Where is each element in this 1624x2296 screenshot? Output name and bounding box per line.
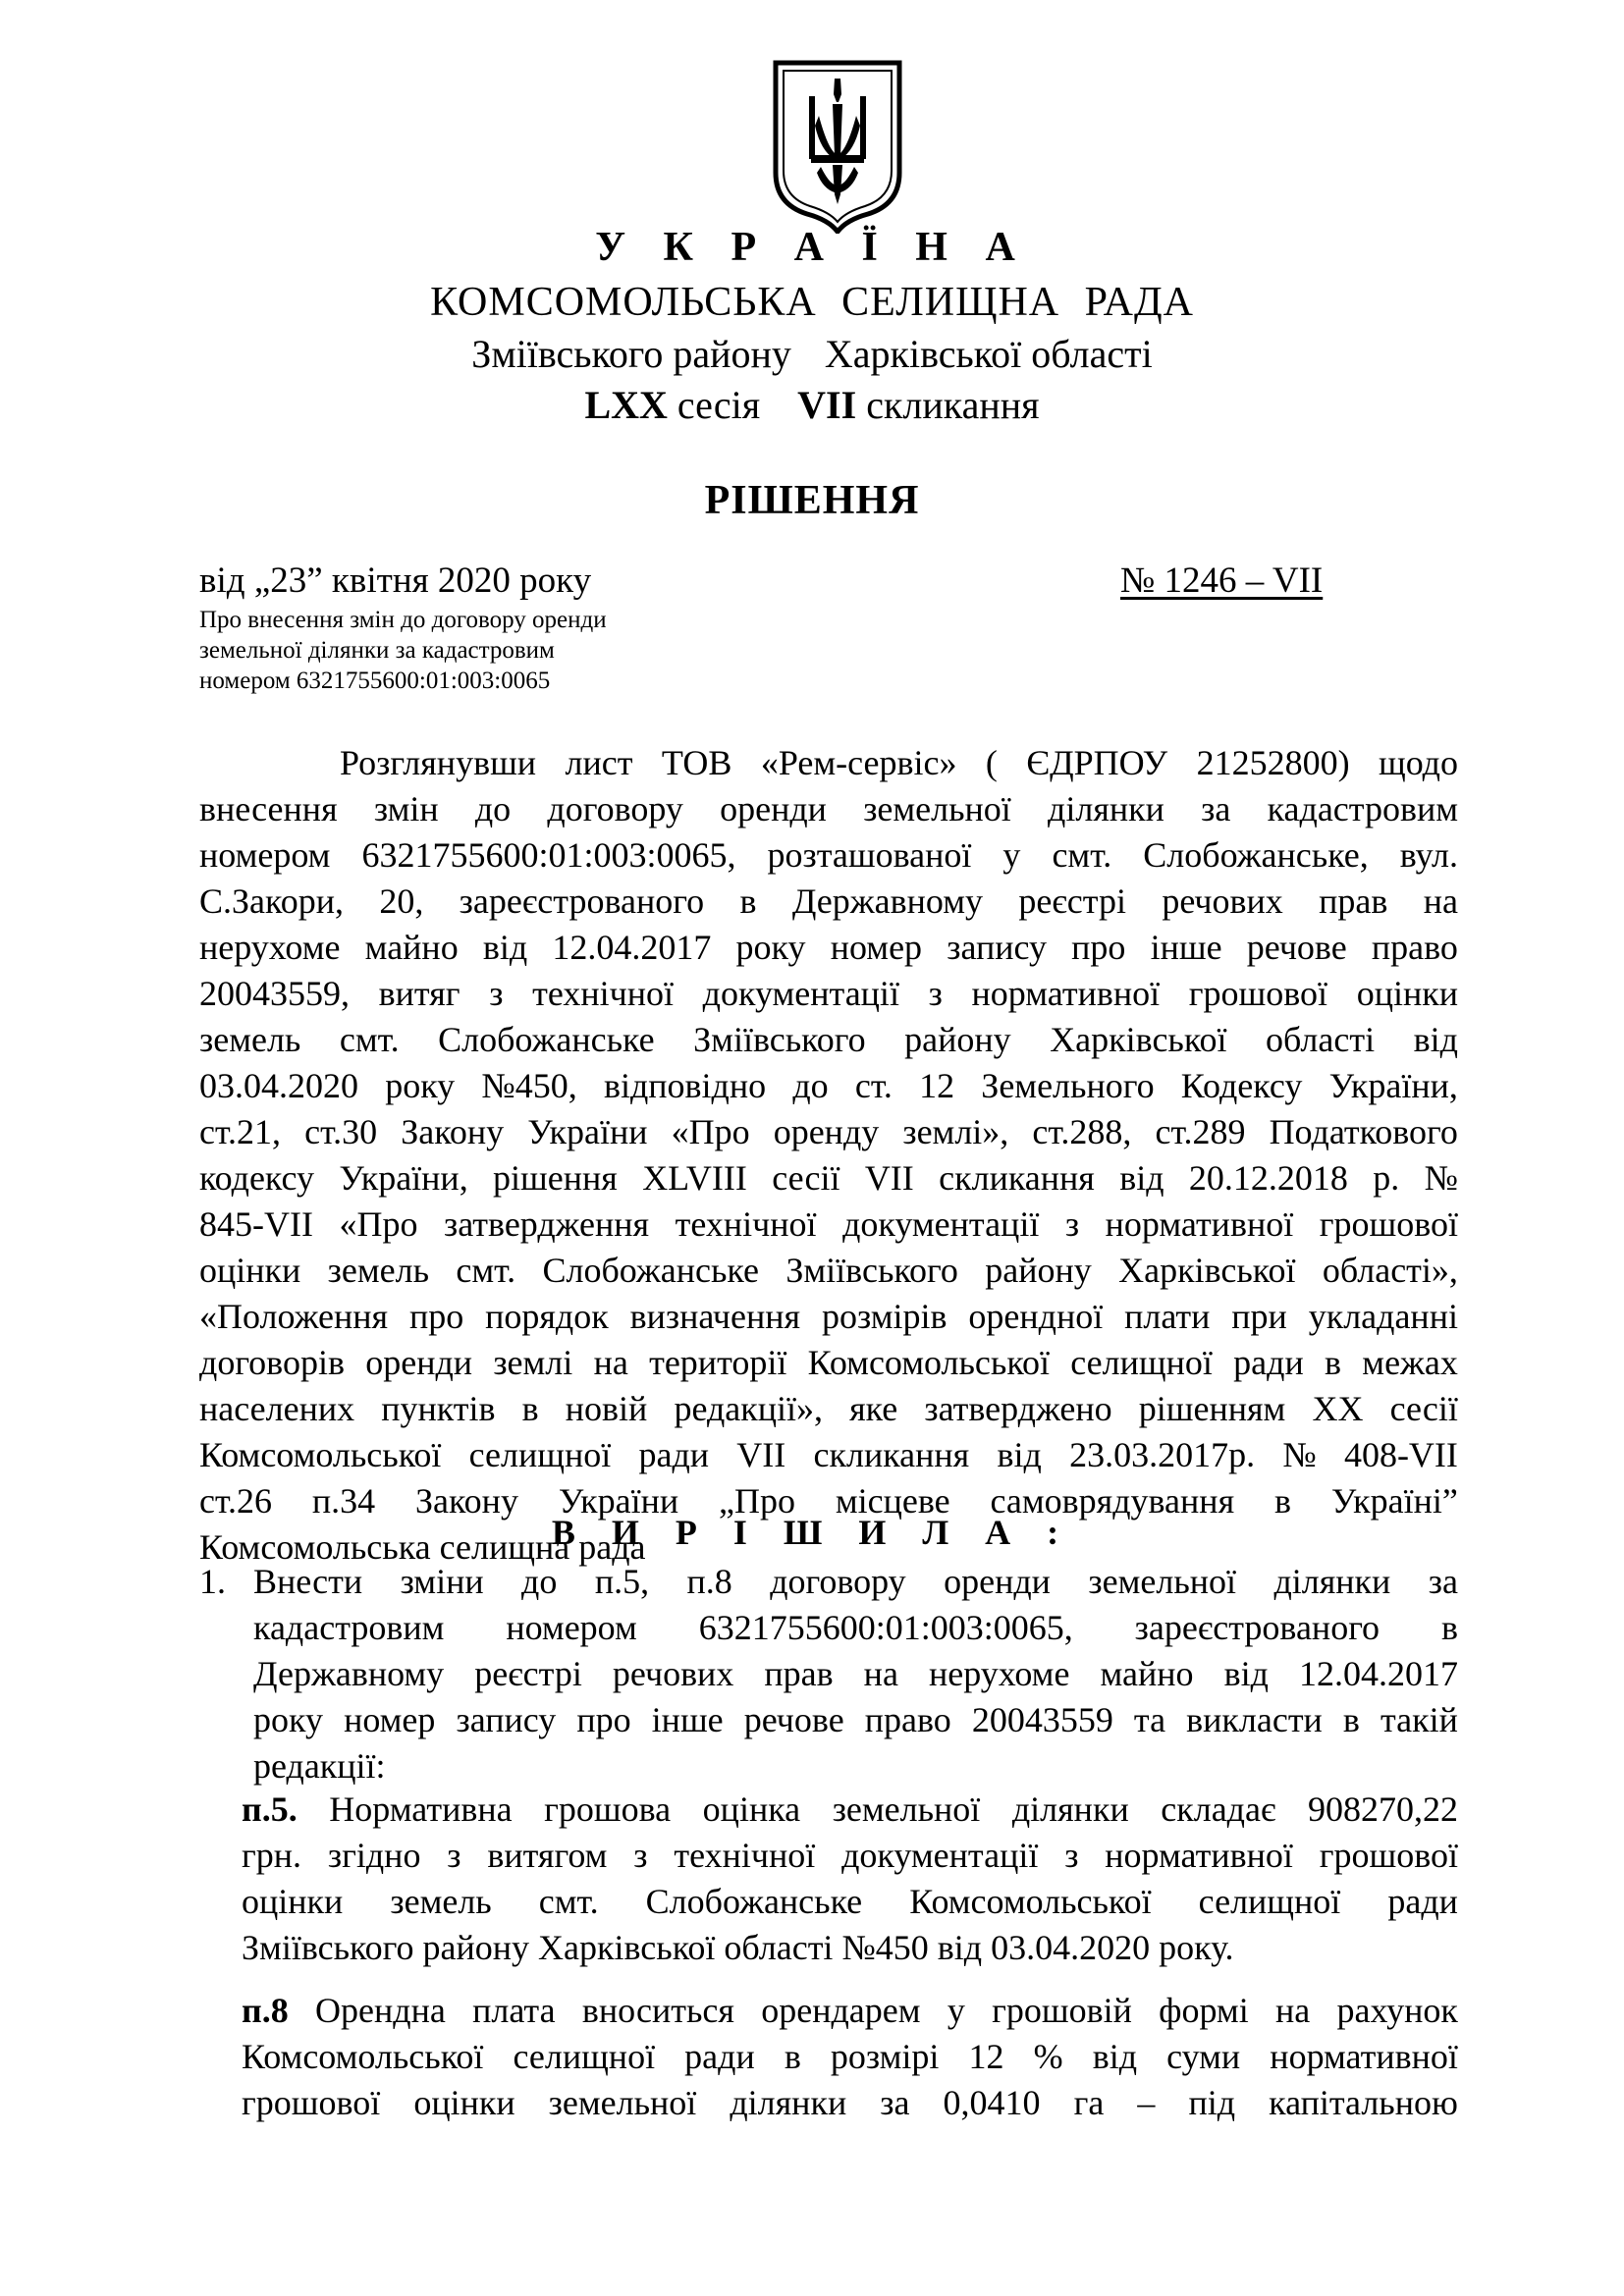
word: земельної bbox=[1088, 1562, 1236, 1601]
word: ділянки bbox=[730, 2083, 847, 2122]
word: грн. bbox=[242, 1836, 302, 1875]
word: Орендна bbox=[315, 1991, 446, 2030]
word: 20, bbox=[379, 881, 424, 921]
text-line bbox=[199, 1155, 1458, 1201]
text-line bbox=[199, 1248, 1458, 1294]
word: порядок bbox=[485, 1297, 609, 1336]
text-line bbox=[199, 1340, 1458, 1386]
word: земельної bbox=[863, 789, 1011, 828]
word: – bbox=[1137, 2083, 1156, 2122]
word: затверджено bbox=[924, 1389, 1112, 1428]
item-last-line: редакції: bbox=[253, 1746, 386, 1786]
text-line bbox=[199, 1017, 1458, 1063]
word: оцінки bbox=[242, 1882, 344, 1921]
word: скликання bbox=[813, 1435, 970, 1474]
word: України bbox=[558, 1481, 679, 1521]
word: про bbox=[1071, 928, 1126, 967]
word: України bbox=[527, 1112, 648, 1151]
word: кадастровим bbox=[253, 1608, 445, 1647]
word: номер bbox=[344, 1700, 436, 1739]
word: реєстрі bbox=[474, 1654, 582, 1693]
word: зареєстрованого bbox=[459, 881, 705, 921]
text-line bbox=[199, 1294, 1458, 1340]
word: від bbox=[1092, 2037, 1138, 2076]
word: Комсомольської bbox=[199, 1435, 442, 1474]
word: ст.26 bbox=[199, 1481, 273, 1521]
text-line bbox=[242, 1833, 1458, 1879]
word: нормативної bbox=[1270, 2037, 1458, 2076]
word: № bbox=[1424, 1158, 1458, 1198]
word: Слобожанське bbox=[438, 1020, 655, 1059]
word: технічної bbox=[532, 974, 674, 1013]
word: Податкового bbox=[1269, 1112, 1458, 1151]
word: договорів bbox=[199, 1343, 345, 1382]
word: технічної bbox=[674, 1836, 816, 1875]
word: зміни bbox=[400, 1562, 484, 1601]
word: Комсомольської bbox=[807, 1343, 1050, 1382]
word: в bbox=[739, 881, 757, 921]
word: від bbox=[1413, 1020, 1458, 1059]
word: та bbox=[1133, 1700, 1166, 1739]
region-name: Харківської області bbox=[824, 332, 1153, 376]
text-line bbox=[199, 971, 1458, 1017]
word: ст.21, bbox=[199, 1112, 282, 1151]
word: р. bbox=[1373, 1158, 1400, 1198]
word: Розглянувши bbox=[340, 743, 537, 782]
word: 908270,22 bbox=[1307, 1789, 1458, 1829]
word: нормативної bbox=[1105, 1204, 1294, 1244]
word: за bbox=[880, 2083, 910, 2122]
word: % bbox=[1033, 2037, 1063, 2076]
word: ділянки bbox=[1048, 789, 1164, 828]
word: Комсомольської bbox=[909, 1882, 1152, 1921]
word: 6321755600:01:003:0065, bbox=[361, 835, 736, 875]
word: плата bbox=[472, 1991, 556, 2030]
paragraph-8-label: п.8 bbox=[242, 1991, 289, 2030]
word: грошової bbox=[1319, 1204, 1458, 1244]
word: технічної bbox=[675, 1204, 817, 1244]
word: України, bbox=[1328, 1066, 1458, 1105]
text-line bbox=[253, 1697, 1458, 1743]
word: селищної bbox=[513, 2037, 656, 2076]
word: нормативної bbox=[1105, 1836, 1293, 1875]
word: селищної bbox=[1198, 1882, 1341, 1921]
word: ст. bbox=[854, 1066, 893, 1105]
word: про bbox=[576, 1700, 631, 1739]
word: від bbox=[1223, 1654, 1269, 1693]
word: 20043559 bbox=[971, 1700, 1113, 1739]
text-line bbox=[242, 2080, 1458, 2126]
item-number: 1. bbox=[199, 1562, 226, 1601]
word: в bbox=[521, 1389, 539, 1428]
preamble-last-line: Комсомольська селищна рада bbox=[199, 1527, 646, 1567]
word: за bbox=[1428, 1562, 1458, 1601]
word: року bbox=[385, 1066, 456, 1105]
word: у bbox=[947, 1991, 965, 2030]
word: України, bbox=[339, 1158, 468, 1198]
word: ТОВ bbox=[661, 743, 732, 782]
word: Слобожанське, bbox=[1143, 835, 1369, 875]
word: Державному bbox=[253, 1654, 445, 1693]
word: орендарем bbox=[761, 1991, 921, 2030]
paragraph-5-last-line: Зміївського району Харківської області №450 від 03.04.2020 року. bbox=[242, 1928, 1234, 1967]
word: ЄДРПОУ bbox=[1026, 743, 1168, 782]
word: населених bbox=[199, 1389, 355, 1428]
word: ділянки bbox=[1273, 1562, 1391, 1601]
word: за bbox=[1201, 789, 1231, 828]
word: складає bbox=[1161, 1789, 1276, 1829]
paragraph-8 bbox=[242, 1988, 1458, 2126]
word: «Рем-сервіс» bbox=[760, 743, 957, 782]
word: п.34 bbox=[311, 1481, 376, 1521]
word: новій bbox=[565, 1389, 648, 1428]
word: смт. bbox=[1052, 835, 1112, 875]
text-line bbox=[199, 1109, 1458, 1155]
word: розмірів bbox=[822, 1297, 947, 1336]
word: право bbox=[1371, 928, 1458, 967]
session-number: LXX bbox=[584, 383, 668, 427]
word: відповідно bbox=[603, 1066, 767, 1105]
word: реєстрі bbox=[1018, 881, 1126, 921]
word: щодо bbox=[1378, 743, 1458, 782]
word: при bbox=[1231, 1297, 1287, 1336]
session-word: сесія bbox=[677, 383, 761, 427]
word: ( bbox=[985, 743, 998, 782]
district-name: Зміївського району bbox=[471, 332, 791, 376]
word: оренду bbox=[773, 1112, 880, 1151]
word: зареєстрованого bbox=[1134, 1608, 1380, 1647]
word: на bbox=[593, 1343, 628, 1382]
word: ділянки bbox=[1011, 1789, 1129, 1829]
word: з bbox=[928, 974, 943, 1013]
word: ст.288, bbox=[1032, 1112, 1132, 1151]
word: 408-VII bbox=[1343, 1435, 1458, 1474]
word: «Про bbox=[671, 1112, 750, 1151]
decision-subject bbox=[199, 605, 607, 696]
word: документації bbox=[702, 974, 899, 1013]
word: ради bbox=[1387, 1882, 1458, 1921]
word: ради bbox=[638, 1435, 710, 1474]
word: документації bbox=[842, 1204, 1040, 1244]
word: Зміївського bbox=[693, 1020, 866, 1059]
word: на bbox=[1275, 1991, 1311, 2030]
word: ст.30 bbox=[304, 1112, 378, 1151]
word: в bbox=[1342, 1700, 1360, 1739]
word: 20043559, bbox=[199, 974, 350, 1013]
preamble-text bbox=[199, 740, 1458, 1571]
word: лист bbox=[565, 743, 633, 782]
word: району bbox=[985, 1251, 1092, 1290]
word: земельної bbox=[548, 2083, 697, 2122]
word: Закону bbox=[415, 1481, 518, 1521]
word: смт. bbox=[538, 1882, 599, 1921]
word: нерухоме bbox=[199, 928, 341, 967]
word: розташованої bbox=[767, 835, 972, 875]
word: селищної bbox=[468, 1435, 612, 1474]
word: договору bbox=[547, 789, 683, 828]
word: оцінки bbox=[413, 2083, 515, 2122]
word: оренди bbox=[720, 789, 827, 828]
word: землі bbox=[493, 1343, 573, 1382]
word: № bbox=[1282, 1435, 1317, 1474]
word: території bbox=[649, 1343, 787, 1382]
word: XX bbox=[1312, 1389, 1364, 1428]
word: XLVIII bbox=[642, 1158, 747, 1198]
word: визначення bbox=[629, 1297, 801, 1336]
word: номером bbox=[199, 835, 331, 875]
text-line bbox=[199, 832, 1458, 879]
word: сесії bbox=[772, 1158, 840, 1198]
word: ст.289 bbox=[1155, 1112, 1246, 1151]
word: оренди bbox=[365, 1343, 473, 1382]
word: нерухоме bbox=[928, 1654, 1070, 1693]
word: ради bbox=[684, 2037, 755, 2076]
word: кадастровим bbox=[1267, 789, 1458, 828]
word: речових bbox=[612, 1654, 734, 1693]
word: до bbox=[792, 1066, 829, 1105]
word: майно bbox=[1100, 1654, 1194, 1693]
word: про bbox=[408, 1297, 464, 1336]
word: рахунок bbox=[1336, 1991, 1458, 2030]
coat-of-arms-emblem bbox=[770, 57, 905, 234]
word: у bbox=[1002, 835, 1021, 875]
word: від bbox=[1119, 1158, 1164, 1198]
session-heading bbox=[0, 382, 1624, 428]
word: місцеве bbox=[835, 1481, 950, 1521]
word: грошова bbox=[544, 1789, 672, 1829]
word: такій bbox=[1380, 1700, 1458, 1739]
word: 12.04.2017 bbox=[1298, 1654, 1458, 1693]
word: Комсомольської bbox=[242, 2037, 484, 2076]
word: прав bbox=[1319, 881, 1388, 921]
text-line bbox=[199, 925, 1458, 971]
word: з bbox=[633, 1836, 648, 1875]
convocation-word: скликання bbox=[866, 383, 1040, 427]
text-line bbox=[199, 740, 1458, 786]
text-line bbox=[253, 1605, 1458, 1651]
word: 0,0410 bbox=[943, 2083, 1041, 2122]
word: витягом bbox=[487, 1836, 608, 1875]
word: смт. bbox=[456, 1251, 516, 1290]
word: «Про bbox=[339, 1204, 418, 1244]
word: майно bbox=[364, 928, 459, 967]
word: «Положення bbox=[199, 1297, 389, 1336]
decision-item-1 bbox=[199, 1559, 1458, 1789]
word: Земельного bbox=[981, 1066, 1155, 1105]
word: району bbox=[904, 1020, 1011, 1059]
subject-line: номером 6321755600:01:003:0065 bbox=[199, 667, 551, 694]
word: оцінки bbox=[199, 1251, 301, 1290]
word: Кодексу bbox=[1180, 1066, 1303, 1105]
word: селищної bbox=[1070, 1343, 1213, 1382]
word: Закону bbox=[401, 1112, 505, 1151]
word: оцінка bbox=[702, 1789, 801, 1829]
text-line bbox=[253, 1651, 1458, 1697]
word: внесення bbox=[199, 789, 338, 828]
decision-number: № 1246 – VII bbox=[1120, 561, 1324, 601]
word: земель bbox=[390, 1882, 492, 1921]
word: яке bbox=[849, 1389, 898, 1428]
word: області bbox=[1266, 1020, 1376, 1059]
word: право bbox=[864, 1700, 951, 1739]
word: С.Закори, bbox=[199, 881, 344, 921]
word: межах bbox=[1362, 1343, 1458, 1382]
word: грошовій bbox=[992, 1991, 1132, 2030]
word: 845-VII bbox=[199, 1204, 313, 1244]
word: в bbox=[1440, 1608, 1458, 1647]
resolved-heading: В И Р І Ш И Л А : bbox=[551, 1513, 1073, 1552]
word: з bbox=[489, 974, 504, 1013]
word: ради bbox=[1233, 1343, 1304, 1382]
word: сесії bbox=[1389, 1389, 1458, 1428]
word: затвердження bbox=[444, 1204, 650, 1244]
word: оренди bbox=[944, 1562, 1051, 1601]
text-line bbox=[242, 2034, 1458, 2080]
word: земель bbox=[199, 1020, 301, 1059]
word: від bbox=[482, 928, 528, 967]
word: 03.04.2020 bbox=[199, 1066, 358, 1105]
word: на bbox=[1423, 881, 1458, 921]
text-line bbox=[253, 1559, 1458, 1605]
word: з bbox=[447, 1836, 461, 1875]
word: рішення bbox=[493, 1158, 618, 1198]
country-heading: У К Р А Ї Н А bbox=[595, 225, 1029, 270]
word: інше bbox=[651, 1700, 724, 1739]
word: суми bbox=[1166, 2037, 1241, 2076]
word: VII bbox=[736, 1435, 786, 1474]
word: Внести bbox=[253, 1562, 363, 1601]
text-line bbox=[199, 1201, 1458, 1248]
word: редакції», bbox=[674, 1389, 823, 1428]
word: року bbox=[253, 1700, 323, 1739]
word: з bbox=[1064, 1204, 1080, 1244]
decision-title: РІШЕННЯ bbox=[704, 478, 920, 523]
word: 12.04.2017 bbox=[552, 928, 712, 967]
text-line bbox=[199, 879, 1458, 925]
word: в bbox=[1274, 1481, 1291, 1521]
word: укладанні bbox=[1308, 1297, 1458, 1336]
word: 12 bbox=[968, 2037, 1004, 2076]
word: прав bbox=[764, 1654, 834, 1693]
word: земель bbox=[327, 1251, 429, 1290]
word: речове bbox=[743, 1700, 844, 1739]
word: викласти bbox=[1186, 1700, 1323, 1739]
word: формі bbox=[1159, 1991, 1249, 2030]
word: року bbox=[735, 928, 806, 967]
word: 6321755600:01:003:0065, bbox=[698, 1608, 1073, 1647]
word: скликання bbox=[939, 1158, 1095, 1198]
word: на bbox=[863, 1654, 898, 1693]
text-line bbox=[199, 1063, 1458, 1109]
word: номер bbox=[830, 928, 923, 967]
word: пунктів bbox=[381, 1389, 496, 1428]
word: №450, bbox=[481, 1066, 577, 1105]
word: 21252800) bbox=[1196, 743, 1350, 782]
word: Зміївського bbox=[785, 1251, 958, 1290]
text-line bbox=[199, 1386, 1458, 1432]
word: 12 bbox=[919, 1066, 955, 1105]
word: грошової bbox=[1319, 1836, 1458, 1875]
text-line bbox=[242, 1879, 1458, 1925]
word: документації bbox=[841, 1836, 1039, 1875]
word: нормативної bbox=[971, 974, 1161, 1013]
word: згідно bbox=[327, 1836, 421, 1875]
decision-date: від „23” квітня 2020 року bbox=[199, 561, 592, 601]
word: смт. bbox=[339, 1020, 400, 1059]
word: грошової bbox=[1188, 974, 1328, 1013]
amended-paragraphs bbox=[242, 1787, 1458, 2126]
word: речове bbox=[1246, 928, 1347, 967]
word: рішенням bbox=[1138, 1389, 1286, 1428]
word: Харківської bbox=[1118, 1251, 1296, 1290]
paragraph-5-label: п.5. bbox=[242, 1789, 298, 1829]
word: Слобожанське bbox=[645, 1882, 863, 1921]
word: з bbox=[1064, 1836, 1079, 1875]
word: номером bbox=[506, 1608, 637, 1647]
word: запису bbox=[456, 1700, 557, 1739]
word: га bbox=[1073, 2083, 1105, 2122]
subject-line: земельної ділянки за кадастровим bbox=[199, 637, 555, 664]
word: під bbox=[1188, 2083, 1236, 2122]
word: капітальною bbox=[1269, 2083, 1458, 2122]
word: самоврядування bbox=[990, 1481, 1235, 1521]
text-line bbox=[199, 786, 1458, 832]
word: землі», bbox=[902, 1112, 1009, 1151]
word: до bbox=[521, 1562, 558, 1601]
word: вноситься bbox=[581, 1991, 734, 2030]
word: змін bbox=[373, 789, 439, 828]
word: „Про bbox=[719, 1481, 795, 1521]
word: договору bbox=[770, 1562, 906, 1601]
word: VII bbox=[864, 1158, 914, 1198]
word: Державному bbox=[791, 881, 983, 921]
word: плати bbox=[1124, 1297, 1211, 1336]
text-line bbox=[199, 1432, 1458, 1478]
word: Харківської bbox=[1050, 1020, 1227, 1059]
word: оцінки bbox=[1356, 974, 1458, 1013]
council-heading: КОМСОМОЛЬСЬКА СЕЛИЩНА РАДА bbox=[430, 280, 1194, 325]
word: в bbox=[784, 2037, 801, 2076]
word: п.5, bbox=[594, 1562, 650, 1601]
paragraph-5 bbox=[242, 1787, 1458, 1971]
word: інше bbox=[1150, 928, 1222, 967]
word: вул. bbox=[1399, 835, 1458, 875]
word: 23.03.2017р. bbox=[1069, 1435, 1256, 1474]
subject-line: Про внесення змін до договору оренди bbox=[199, 607, 607, 633]
word: Нормативна bbox=[329, 1789, 513, 1829]
word: Україні” bbox=[1330, 1481, 1458, 1521]
word: орендної bbox=[968, 1297, 1104, 1336]
word: 20.12.2018 bbox=[1188, 1158, 1348, 1198]
district-heading bbox=[0, 331, 1624, 377]
word: речових bbox=[1162, 881, 1283, 921]
word: кодексу bbox=[199, 1158, 315, 1198]
word: від bbox=[997, 1435, 1042, 1474]
word: грошової bbox=[242, 2083, 381, 2122]
word: до bbox=[474, 789, 512, 828]
word: області», bbox=[1322, 1251, 1458, 1290]
word: запису bbox=[947, 928, 1047, 967]
convocation-number: VII bbox=[797, 383, 857, 427]
word: Слобожанське bbox=[542, 1251, 759, 1290]
word: земельної bbox=[832, 1789, 981, 1829]
word: витяг bbox=[378, 974, 460, 1013]
word: розмірі bbox=[830, 2037, 940, 2076]
word: в bbox=[1325, 1343, 1342, 1382]
word: п.8 bbox=[686, 1562, 732, 1601]
